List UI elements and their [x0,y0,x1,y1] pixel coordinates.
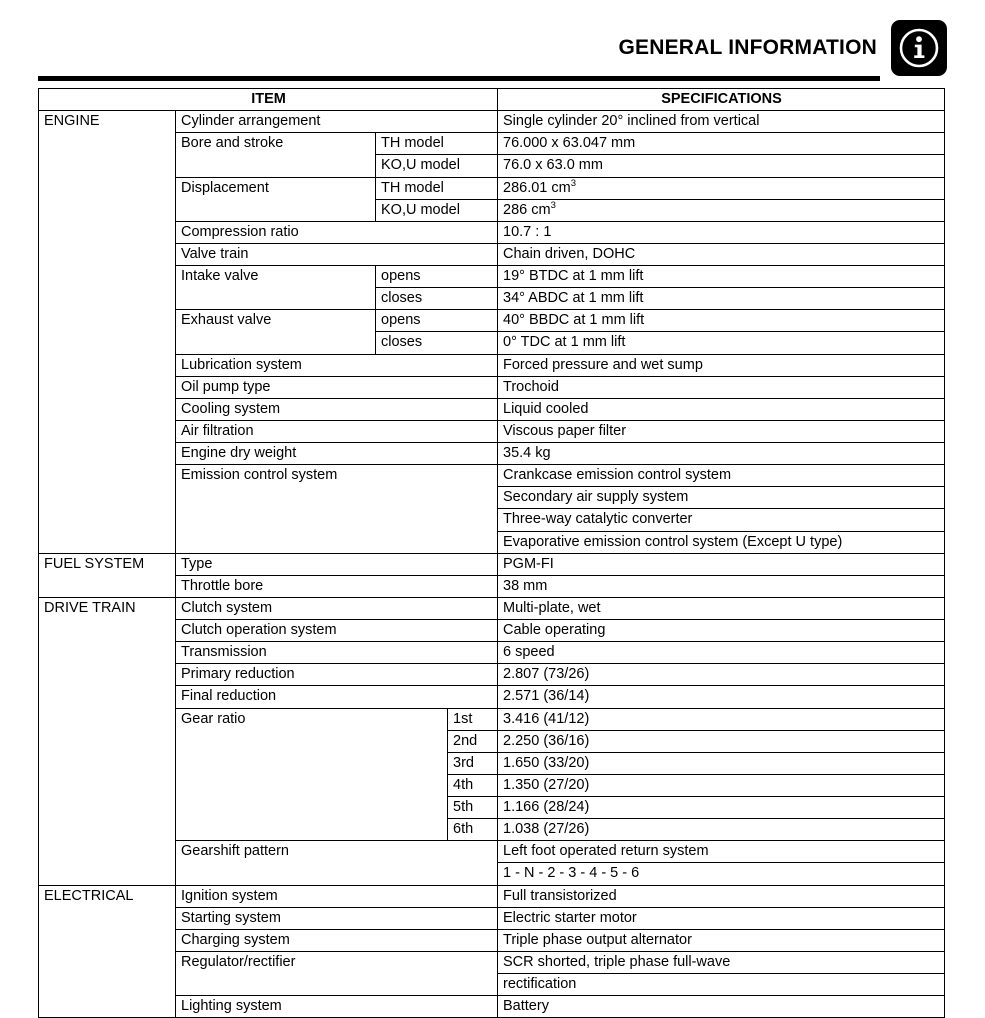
spec-emission-line-2: Secondary air supply system [498,487,945,509]
spec-gear-5th: 1.166 (28/24) [498,797,945,819]
item-final-reduction: Final reduction [176,686,498,708]
spec-intake-opens: 19° BTDC at 1 mm lift [498,266,945,288]
sub-gear-4th: 4th [448,774,498,796]
column-header-item: ITEM [39,89,498,111]
spec-bore-kou-model: 76.0 x 63.0 mm [498,155,945,177]
item-bore-and-stroke: Bore and stroke [176,133,376,177]
item-engine-dry-weight: Engine dry weight [176,443,498,465]
table-row [39,597,945,619]
item-fuel-type: Type [176,553,498,575]
spec-lubrication-system: Forced pressure and wet sump [498,354,945,376]
item-gearshift-pattern: Gearshift pattern [176,841,498,885]
spec-bore-th-model: 76.000 x 63.047 mm [498,133,945,155]
sub-displacement-kou-model: KO,U model [376,199,498,221]
spec-final-reduction: 2.571 (36/14) [498,686,945,708]
spec-gear-6th: 1.038 (27/26) [498,819,945,841]
page-header [38,22,947,80]
item-cooling-system: Cooling system [176,398,498,420]
spec-engine-dry-weight: 35.4 kg [498,443,945,465]
table-row [39,885,945,907]
spec-exhaust-opens: 40° BBDC at 1 mm lift [498,310,945,332]
spec-regulator-line-2: rectification [498,974,945,996]
spec-ignition-system: Full transistorized [498,885,945,907]
spec-clutch-system: Multi-plate, wet [498,597,945,619]
sub-intake-opens: opens [376,266,498,288]
spec-valve-train: Chain driven, DOHC [498,243,945,265]
spec-regulator-line-1: SCR shorted, triple phase full-wave [498,951,945,973]
sub-exhaust-opens: opens [376,310,498,332]
item-clutch-operation-system: Clutch operation system [176,620,498,642]
item-oil-pump-type: Oil pump type [176,376,498,398]
item-lubrication-system: Lubrication system [176,354,498,376]
sub-bore-kou-model: KO,U model [376,155,498,177]
sub-displacement-th-model: TH model [376,177,498,199]
item-compression-ratio: Compression ratio [176,221,498,243]
spec-gearshift-line-1: Left foot operated return system [498,841,945,863]
spec-displacement-th-superscript: 3 [570,177,577,189]
sub-gear-6th: 6th [448,819,498,841]
spec-primary-reduction: 2.807 (73/26) [498,664,945,686]
header-row [38,22,947,74]
item-throttle-bore: Throttle bore [176,575,498,597]
sub-gear-2nd: 2nd [448,730,498,752]
item-transmission: Transmission [176,642,498,664]
group-label-electrical: ELECTRICAL [39,885,176,1018]
table-header-row [39,89,945,111]
sub-exhaust-closes: closes [376,332,498,354]
spec-displacement-kou-model [498,199,945,221]
table-row [39,111,945,133]
item-regulator-rectifier: Regulator/rectifier [176,951,498,995]
item-displacement: Displacement [176,177,376,221]
item-clutch-system: Clutch system [176,597,498,619]
spec-gear-3rd: 1.650 (33/20) [498,752,945,774]
spec-intake-closes: 34° ABDC at 1 mm lift [498,288,945,310]
spec-gear-2nd: 2.250 (36/16) [498,730,945,752]
spec-cylinder-arrangement: Single cylinder 20° inclined from vertical [498,111,945,133]
spec-gear-4th: 1.350 (27/20) [498,774,945,796]
spec-fuel-type: PGM-FI [498,553,945,575]
item-exhaust-valve: Exhaust valve [176,310,376,354]
table-row [39,553,945,575]
spec-gearshift-line-2: 1 - N - 2 - 3 - 4 - 5 - 6 [498,863,945,885]
specifications-table [38,88,945,1018]
page-title: GENERAL INFORMATION [618,35,877,59]
spec-displacement-kou-value: 286 cm [503,201,551,218]
spec-charging-system: Triple phase output alternator [498,929,945,951]
sub-intake-closes: closes [376,288,498,310]
column-header-specifications: SPECIFICATIONS [498,89,945,111]
spec-throttle-bore: 38 mm [498,575,945,597]
spec-compression-ratio: 10.7 : 1 [498,221,945,243]
item-cylinder-arrangement: Cylinder arrangement [176,111,498,133]
spec-air-filtration: Viscous paper filter [498,420,945,442]
spec-cooling-system: Liquid cooled [498,398,945,420]
item-lighting-system: Lighting system [176,996,498,1018]
item-valve-train: Valve train [176,243,498,265]
item-primary-reduction: Primary reduction [176,664,498,686]
group-label-drive-train: DRIVE TRAIN [39,597,176,885]
group-label-engine: ENGINE [39,111,176,554]
spec-displacement-th-model [498,177,945,199]
spec-exhaust-closes: 0° TDC at 1 mm lift [498,332,945,354]
sub-gear-1st: 1st [448,708,498,730]
info-icon [891,20,947,76]
spec-starting-system: Electric starter motor [498,907,945,929]
spec-emission-line-4: Evaporative emission control system (Except U type) [498,531,945,553]
item-air-filtration: Air filtration [176,420,498,442]
sub-gear-5th: 5th [448,797,498,819]
item-gear-ratio: Gear ratio [176,708,448,841]
spec-transmission: 6 speed [498,642,945,664]
header-divider [38,76,880,81]
spec-displacement-kou-superscript: 3 [550,199,556,211]
spec-oil-pump-type: Trochoid [498,376,945,398]
item-intake-valve: Intake valve [176,266,376,310]
spec-lighting-system: Battery [498,996,945,1018]
sub-gear-3rd: 3rd [448,752,498,774]
spec-emission-line-1: Crankcase emission control system [498,465,945,487]
spec-clutch-operation-system: Cable operating [498,620,945,642]
item-charging-system: Charging system [176,929,498,951]
sub-bore-th-model: TH model [376,133,498,155]
spec-emission-line-3: Three-way catalytic converter [498,509,945,531]
spec-displacement-th-value: 286.01 cm [503,179,571,196]
item-starting-system: Starting system [176,907,498,929]
spec-gear-1st: 3.416 (41/12) [498,708,945,730]
item-ignition-system: Ignition system [176,885,498,907]
group-label-fuel-system: FUEL SYSTEM [39,553,176,597]
item-emission-control-system: Emission control system [176,465,498,554]
